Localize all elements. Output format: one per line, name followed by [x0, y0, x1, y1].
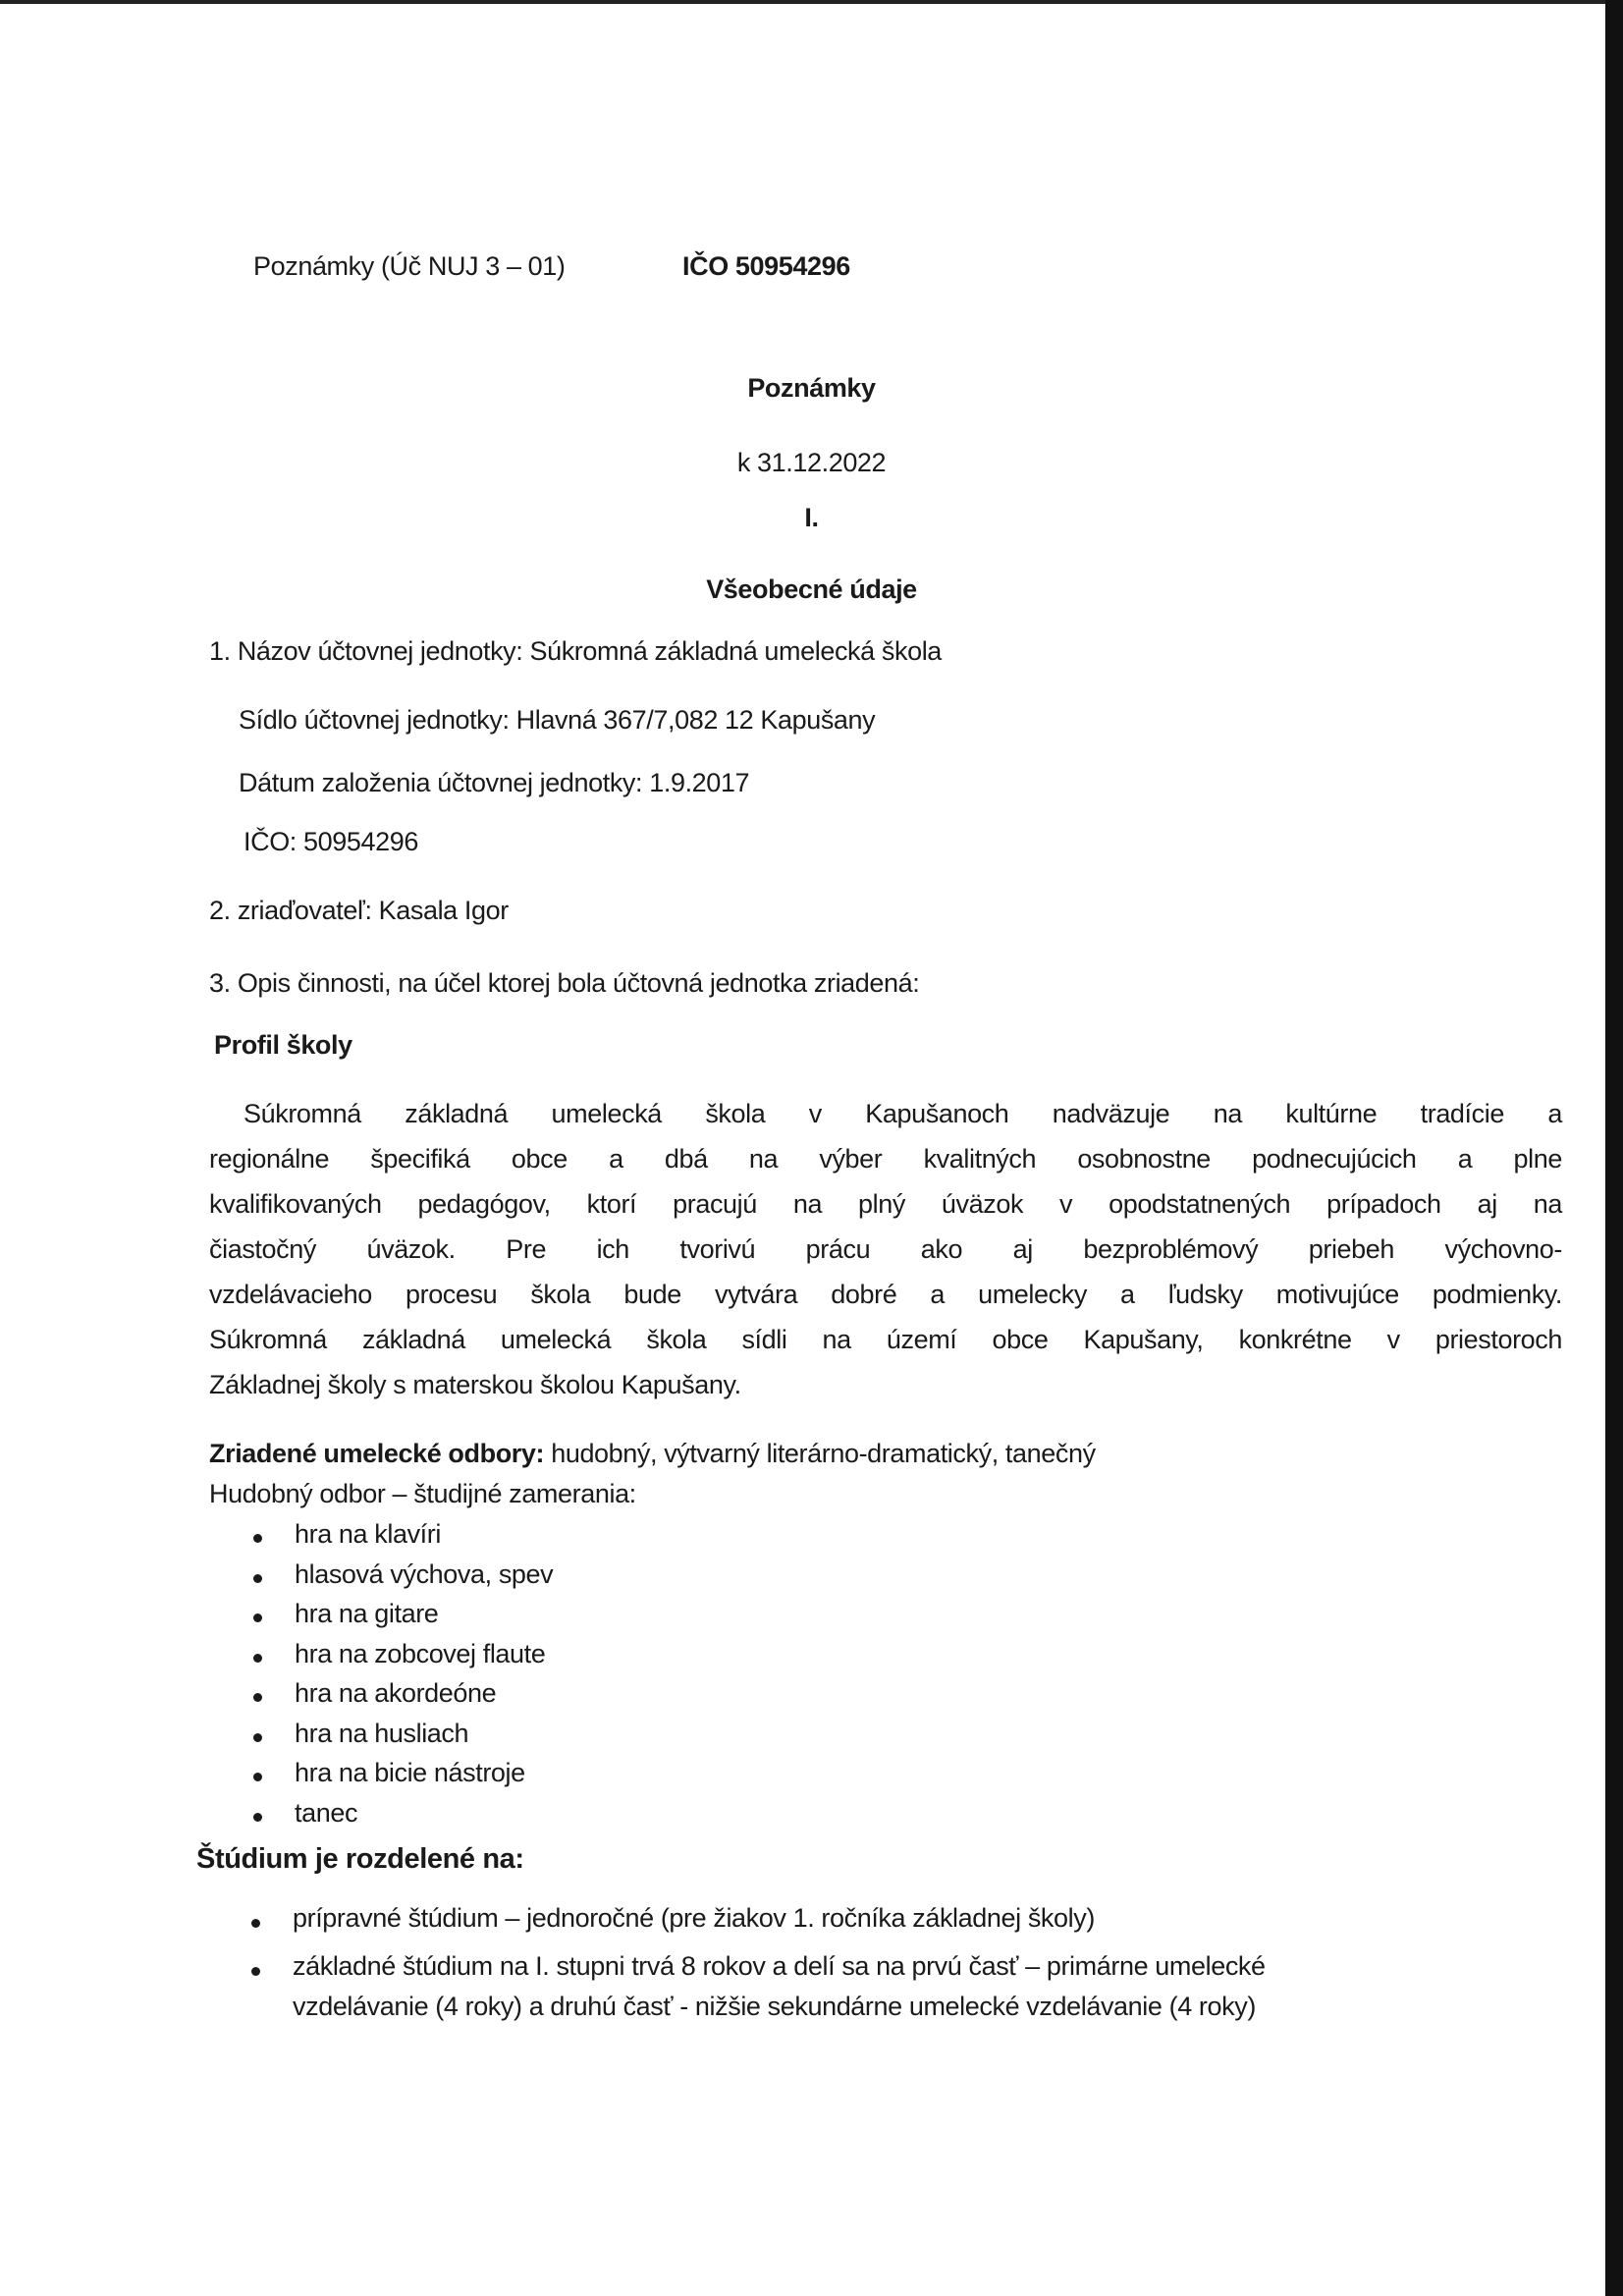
entity-ico: IČO: 50954296	[243, 827, 418, 856]
list-item: hlasová výchova, spev	[295, 1559, 554, 1589]
report-date: k 31.12.2022	[736, 448, 887, 477]
list-item: hra na gitare	[295, 1599, 439, 1628]
departments-label: Zriadené umelecké odbory:	[209, 1439, 545, 1468]
bullet-icon	[251, 1919, 260, 1928]
bullet-icon	[253, 1733, 262, 1742]
bullet-icon	[253, 1654, 262, 1663]
bullet-icon	[253, 1773, 262, 1781]
entity-seat: Sídlo účtovnej jednotky: Hlavná 367/7,082 12 Kapušany	[239, 705, 876, 735]
list-item: hra na bicie nástroje	[295, 1758, 525, 1787]
section-number: I.	[804, 503, 819, 532]
bullet-icon	[253, 1813, 262, 1822]
profile-heading: Profil školy	[214, 1030, 352, 1060]
paragraph-line: Súkromná základná umelecká škola sídli na území obce Kapušany, konkrétne v priestoroch	[209, 1325, 1562, 1354]
scan-edge	[0, 0, 1623, 4]
study-heading: Štúdium je rozdelené na:	[196, 1843, 524, 1875]
departments	[209, 1439, 1096, 1469]
bullet-icon	[251, 1967, 260, 1976]
section-title: Všeobecné údaje	[706, 574, 917, 604]
list-item: základné štúdium na I. stupni trvá 8 rokov a delí sa na prvú časť – primárne umelecké	[293, 1951, 1266, 1981]
entity-name: 1. Názov účtovnej jednotky: Súkromná základná umelecká škola	[209, 636, 942, 666]
paragraph-line: kvalifikovaných pedagógov, ktorí pracujú na plný úväzok v opodstatnených prípadoch aj na	[209, 1189, 1562, 1219]
bullet-icon	[253, 1693, 262, 1702]
entity-founded: Dátum založenia účtovnej jednotky: 1.9.2017	[239, 768, 750, 797]
bullet-icon	[253, 1613, 262, 1622]
list-item: hra na akordeóne	[295, 1678, 497, 1708]
list-item: hra na klavíri	[295, 1519, 441, 1549]
list-item: hra na zobcovej flaute	[295, 1639, 546, 1668]
list-item: tanec	[295, 1798, 358, 1828]
header-form-label: Poznámky (Úč NUJ 3 – 01)	[253, 251, 566, 281]
paragraph-line: regionálne špecifiká obce a dbá na výber kvalitných osobnostne podnecujúcich a plne	[209, 1144, 1562, 1174]
paragraph-line: čiastočný úväzok. Pre ich tvorivú prácu ako aj bezproblémový priebeh výchovno-	[209, 1234, 1562, 1264]
departments-value: hudobný, výtvarný literárno-dramatický, tanečný	[544, 1439, 1096, 1468]
header-ico: IČO 50954296	[682, 251, 850, 281]
bullet-icon	[253, 1574, 262, 1583]
paragraph-line: vzdelávacieho procesu škola bude vytvára dobré a umelecky a ľudsky motivujúce podmienky.	[209, 1280, 1562, 1309]
page-title: Poznámky	[747, 373, 876, 403]
list-item: hra na husliach	[295, 1719, 469, 1748]
music-dept-heading: Hudobný odbor – študijné zamerania:	[209, 1479, 636, 1508]
paragraph-line: Súkromná základná umelecká škola v Kapušanoch nadväzuje na kultúrne tradície a	[243, 1099, 1562, 1128]
paragraph-line: Základnej školy s materskou školou Kapušany.	[209, 1370, 741, 1399]
bullet-icon	[253, 1534, 262, 1543]
scan-edge	[1605, 0, 1623, 2296]
entity-founder: 2. zriaďovateľ: Kasala Igor	[209, 896, 509, 925]
list-item: prípravné štúdium – jednoročné (pre žiakov 1. ročníka základnej školy)	[293, 1903, 1095, 1933]
list-item-continuation: vzdelávanie (4 roky) a druhú časť - nižšie sekundárne umelecké vzdelávanie (4 roky)	[293, 1992, 1256, 2021]
entity-purpose: 3. Opis činnosti, na účel ktorej bola účtovná jednotka zriadená:	[209, 968, 920, 998]
